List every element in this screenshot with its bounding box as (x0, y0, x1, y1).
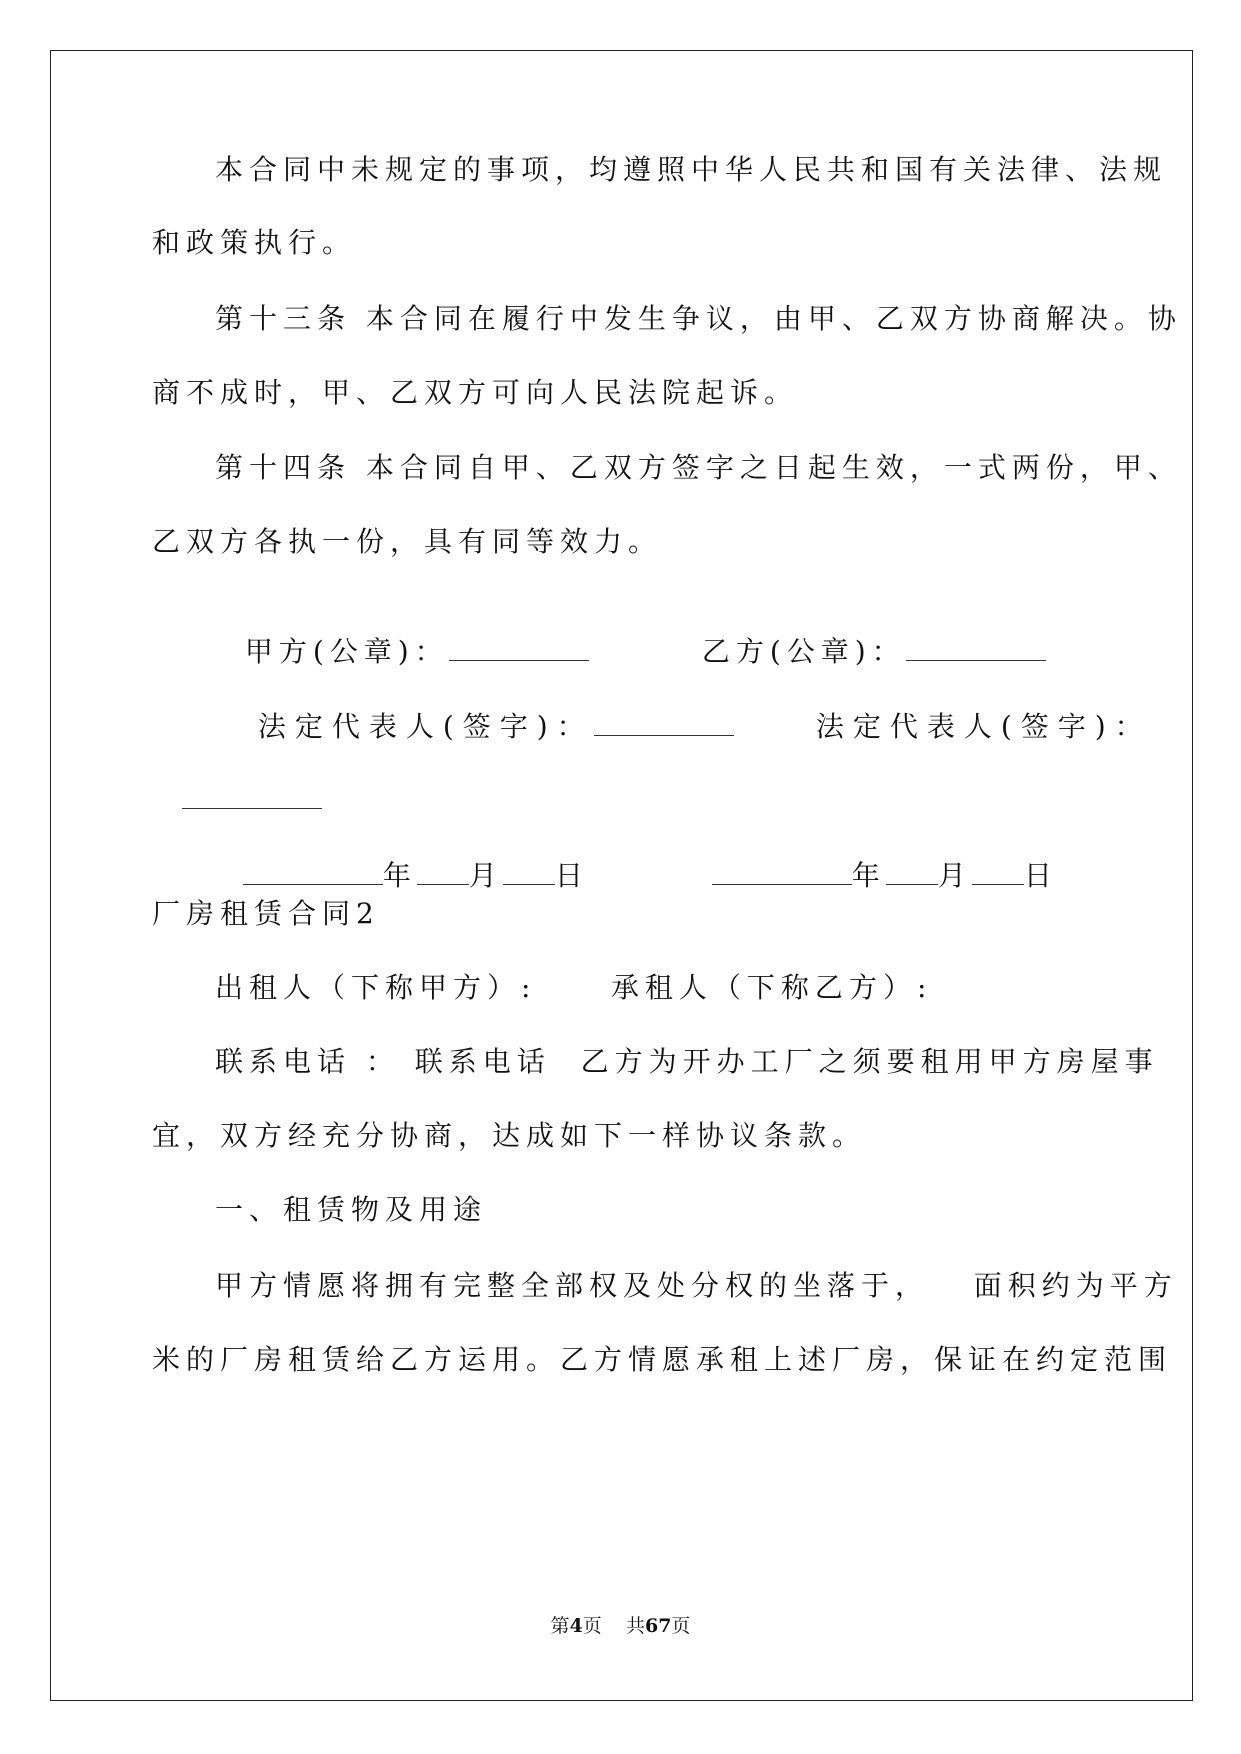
month-blank-b (886, 858, 938, 885)
date-row-a (213, 822, 589, 894)
party-a-seal-blank (449, 634, 589, 661)
month-blank-a (417, 858, 469, 885)
contact-line-2: 宜，双方经充分协商，达成如下一样协议条款。 (152, 1119, 867, 1152)
day-label-a: 日 (554, 859, 589, 892)
date-row-b (682, 822, 1058, 894)
party-a-seal-row (215, 598, 589, 670)
article-14-line-2: 乙双方各执一份，具有同等效力。 (152, 525, 663, 558)
day-blank-a (503, 858, 555, 885)
clause-1-title: 一、租赁物及用途 (215, 1193, 488, 1226)
contact-line-1: 联系电话 ： 联系电话 乙方为开办工厂之须要租用甲方房屋事 (215, 1045, 1159, 1078)
footer-suffix: 页 (671, 1615, 691, 1637)
day-label-b: 日 (1023, 859, 1058, 892)
party-b-seal-row (672, 598, 1046, 670)
paragraph-line-1: 本合同中未规定的事项，均遵照中华人民共和国有关法律、法规 (215, 153, 1168, 186)
page-footer (0, 1614, 1241, 1638)
party-a-rep-blank (594, 709, 734, 736)
footer-total-pages: 67 (644, 1615, 672, 1637)
party-b-rep-blank (182, 782, 322, 809)
article-14-line-1: 第十四条 本合同自甲、乙双方签字之日起生效，一式两份，甲、 (215, 451, 1182, 484)
party-a-rep-row (222, 673, 734, 745)
footer-page-number: 4 (569, 1615, 583, 1637)
year-blank-a (243, 858, 383, 885)
day-blank-b (972, 858, 1024, 885)
clause-1-line-2: 米的厂房租赁给乙方运用。乙方情愿承租上述厂房，保证在约定范围 (152, 1343, 1173, 1376)
party-b-seal-label: 乙方(公章)： (701, 635, 906, 668)
footer-mid: 页 共 (582, 1615, 645, 1637)
paragraph-line-2: 和政策执行。 (152, 226, 357, 259)
party-b-rep-label: 法定代表人(签字)： (815, 710, 1152, 743)
party-a-rep-label: 法定代表人(签字)： (257, 710, 594, 743)
month-label-b: 月 (937, 859, 972, 892)
clause-1-line-1: 甲方情愿将拥有完整全部权及处分权的坐落于， 面积约为平方 (215, 1269, 1178, 1302)
party-b-rep-blank-row (152, 746, 322, 818)
article-13-line-2: 商不成时，甲、乙双方可向人民法院起诉。 (152, 376, 799, 409)
party-b-seal-blank (906, 634, 1046, 661)
month-label-a: 月 (468, 859, 503, 892)
section-2-title: 厂房租赁合同2 (152, 897, 380, 930)
footer-prefix: 第 (550, 1615, 570, 1637)
parties-line: 出租人（下称甲方）: 承租人（下称乙方）: (215, 971, 933, 1004)
year-label-b: 年 (851, 859, 886, 892)
party-b-rep-row (780, 673, 1152, 745)
year-label-a: 年 (382, 859, 417, 892)
year-blank-b (712, 858, 852, 885)
party-a-seal-label: 甲方(公章)： (244, 635, 449, 668)
article-13-line-1: 第十三条 本合同在履行中发生争议，由甲、乙双方协商解决。协 (215, 302, 1182, 335)
